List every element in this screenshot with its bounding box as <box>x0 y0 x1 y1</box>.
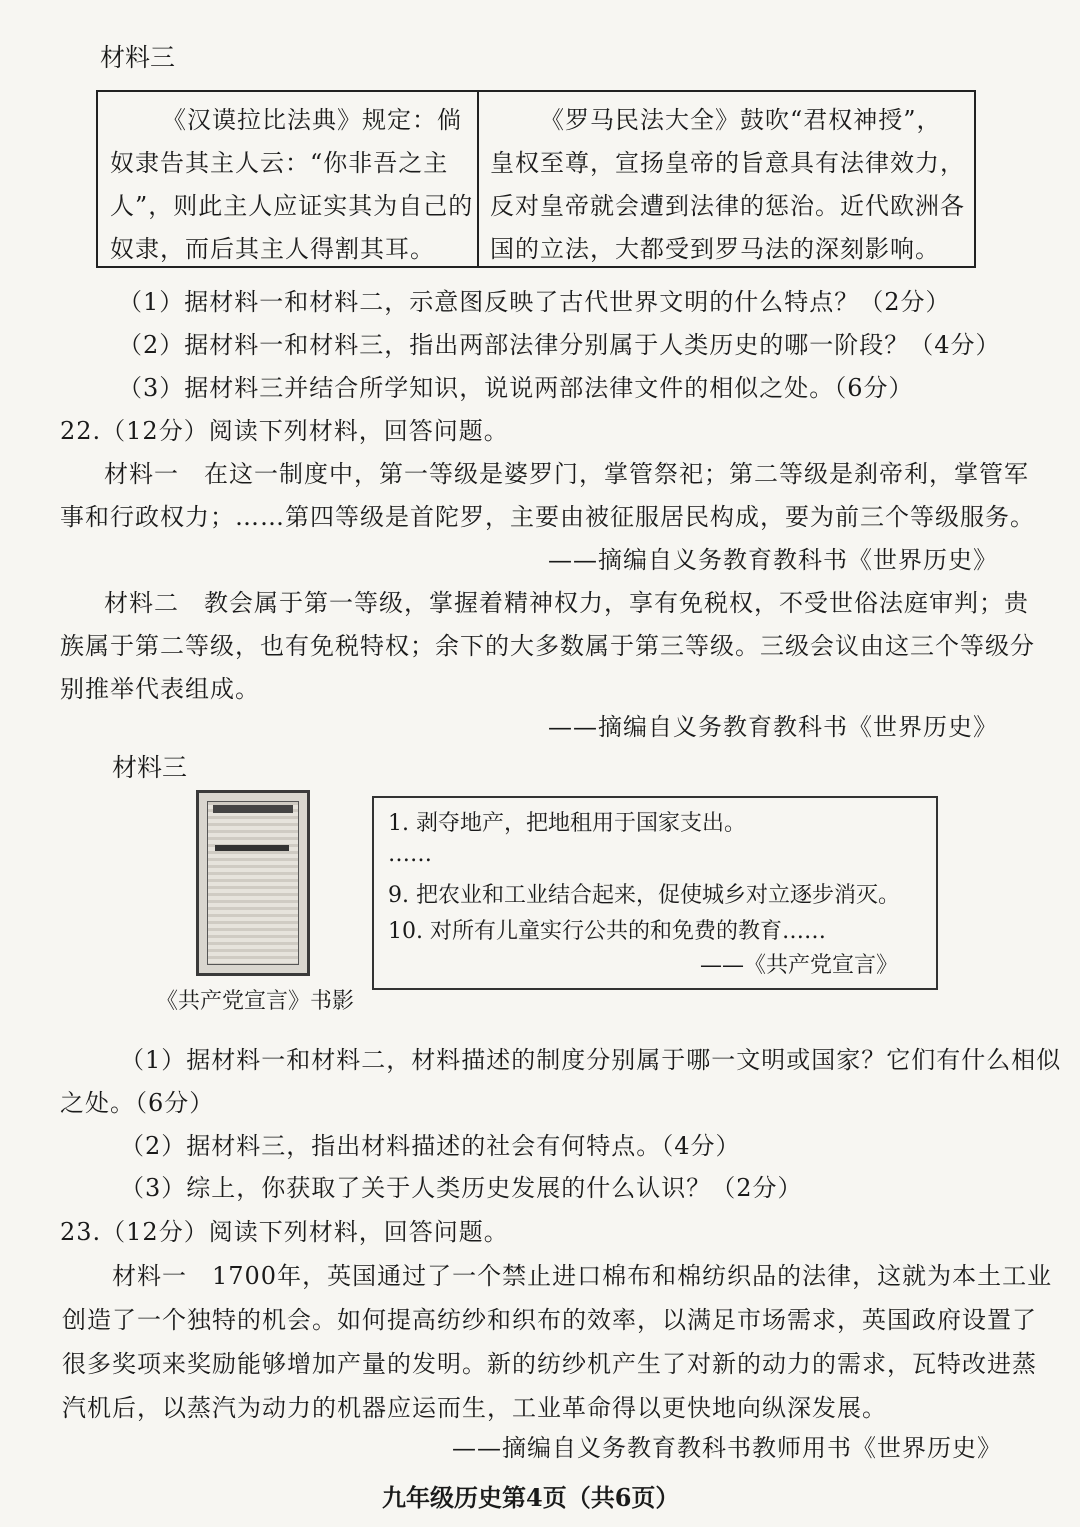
manifesto-source: ——《共产党宣言》 <box>700 953 899 978</box>
question-21-1: （1）据材料一和材料二，示意图反映了古代世界文明的什么特点？（2分） <box>118 288 951 316</box>
q23-material1-line: 汽机后，以蒸汽为动力的机器应运而生，工业革命得以更快地向纵深发展。 <box>62 1394 887 1422</box>
image-caption: 《共产党宣言》书影 <box>156 989 355 1014</box>
q22-material2-line: 别推举代表组成。 <box>60 675 260 703</box>
right-cell-line: 反对皇帝就会遭到法律的惩治。近代欧洲各 <box>490 192 965 220</box>
question-22-1: （1）据材料一和材料二，材料描述的制度分别属于哪一文明或国家？它们有什么相似 <box>120 1046 1062 1074</box>
question-22-heading: 22.（12分）阅读下列材料，回答问题。 <box>60 417 509 445</box>
q22-material3-label: 材料三 <box>112 753 188 782</box>
page-footer: 九年级历史第4页（共6页） <box>382 1483 680 1512</box>
question-22-1-cont: 之处。（6分） <box>60 1089 215 1117</box>
manifesto-line: 1. 剥夺地产，把地租用于国家支出。 <box>388 811 746 836</box>
right-cell-line: 《罗马民法大全》鼓吹“君权神授”， <box>540 106 942 134</box>
q22-material2-source: ——摘编自义务教育教科书《世界历史》 <box>548 713 998 741</box>
question-21-3: （3）据材料三并结合所学知识，说说两部法律文件的相似之处。（6分） <box>118 374 914 402</box>
left-cell-line: 《汉谟拉比法典》规定：倘 <box>162 106 462 134</box>
q22-material2-line: 材料二 教会属于第一等级，掌握着精神权力，享有免税权，不受世俗法庭审判；贵 <box>104 589 1029 617</box>
question-22-3: （3）综上，你获取了关于人类历史发展的什么认识？（2分） <box>120 1174 803 1202</box>
q23-material1-source: ——摘编自义务教育教科书教师用书《世界历史》 <box>452 1434 1002 1462</box>
question-22-2: （2）据材料三，指出材料描述的社会有何特点。（4分） <box>120 1132 741 1160</box>
manifesto-line: 10. 对所有儿童实行公共的和免费的教育…… <box>388 919 826 944</box>
left-cell-line: 奴隶告其主人云：“你非吾之主 <box>110 149 449 177</box>
q22-material1-line: 事和行政权力；……第四等级是首陀罗，主要由被征服居民构成，要为前三个等级服务。 <box>60 503 1035 531</box>
manifesto-line: …… <box>388 842 432 867</box>
question-23-heading: 23.（12分）阅读下列材料，回答问题。 <box>60 1218 509 1246</box>
q22-material1-line: 材料一 在这一制度中，第一等级是婆罗门，掌管祭祀；第二等级是刹帝利，掌管军 <box>104 460 1029 488</box>
right-cell-line: 皇权至尊，宣扬皇帝的旨意具有法律效力， <box>490 149 965 177</box>
left-cell-line: 奴隶，而后其主人得割其耳。 <box>110 235 435 263</box>
q22-material1-source: ——摘编自义务教育教科书《世界历史》 <box>548 546 998 574</box>
manifesto-line: 9. 把农业和工业结合起来，促使城乡对立逐步消灭。 <box>388 883 900 908</box>
material3-label: 材料三 <box>100 43 176 72</box>
q23-material1-line: 材料一 1700年，英国通过了一个禁止进口棉布和棉纺织品的法律，这就为本土工业 <box>112 1262 1053 1290</box>
left-cell-line: 人”，则此主人应证实其为自己的 <box>110 192 474 220</box>
q23-material1-line: 创造了一个独特的机会。如何提高纺纱和织布的效率，以满足市场需求，英国政府设置了 <box>62 1306 1037 1334</box>
q23-material1-line: 很多奖项来奖励能够增加产量的发明。新的纺纱机产生了对新的动力的需求，瓦特改进蒸 <box>62 1350 1037 1378</box>
table-divider <box>477 90 479 266</box>
question-21-2: （2）据材料一和材料三，指出两部法律分别属于人类历史的哪一阶段？（4分） <box>118 331 1001 359</box>
right-cell-line: 国的立法，大都受到罗马法的深刻影响。 <box>490 235 940 263</box>
manifesto-book-image <box>196 790 310 976</box>
q22-material2-line: 族属于第二等级，也有免税特权；余下的大多数属于第三等级。三级会议由这三个等级分 <box>60 632 1035 660</box>
